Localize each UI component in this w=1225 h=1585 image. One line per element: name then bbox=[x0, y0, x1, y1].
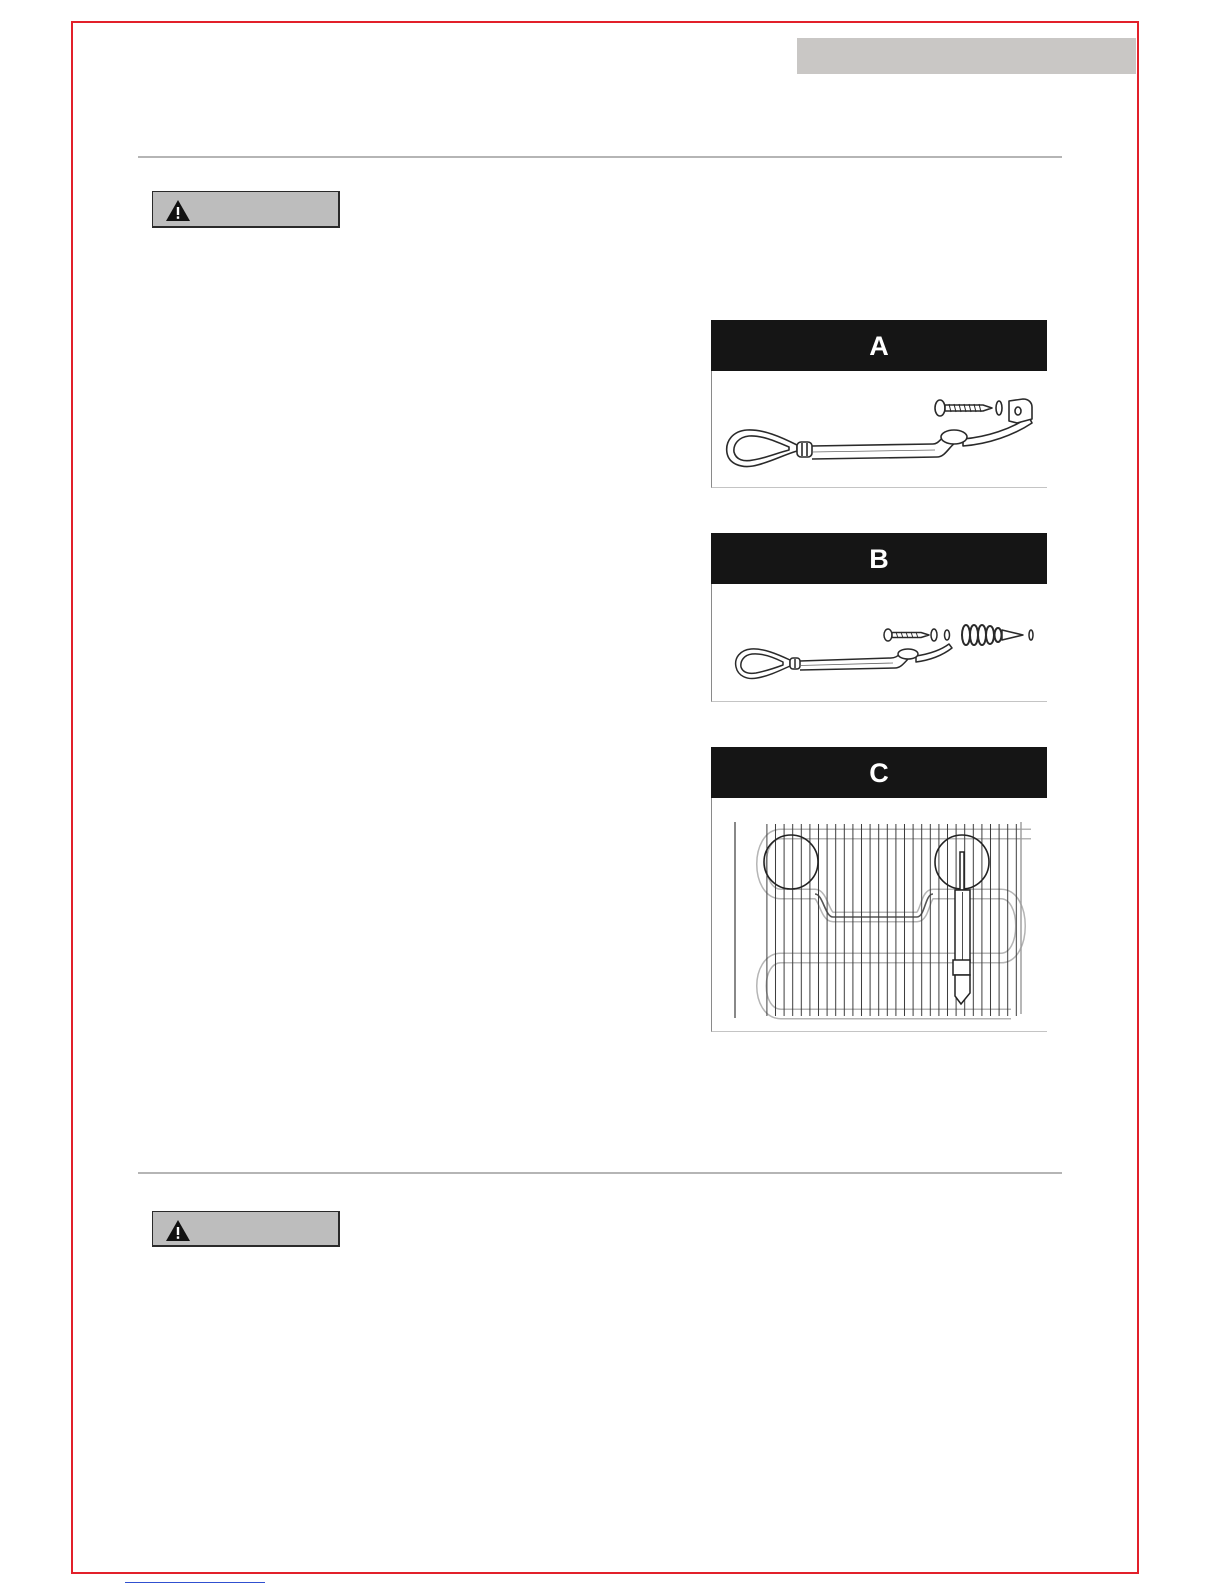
strap-loop bbox=[727, 430, 797, 467]
condenser-coil-grille bbox=[765, 824, 1023, 1016]
figure-a-illustration-panel bbox=[711, 371, 1047, 488]
section-divider-top bbox=[138, 156, 1062, 158]
washer-secondary bbox=[945, 630, 950, 640]
warning-badge bbox=[152, 1211, 340, 1247]
figure-b-illustration bbox=[711, 584, 1048, 702]
strap-loop bbox=[736, 649, 790, 679]
figure-c-illustration bbox=[711, 798, 1048, 1032]
figure-label: C bbox=[711, 747, 1047, 798]
figure-c bbox=[711, 747, 1047, 1032]
strap-crimp bbox=[797, 442, 812, 457]
figure-label: A bbox=[711, 320, 1047, 371]
washer bbox=[996, 401, 1002, 415]
link-underline[interactable] bbox=[125, 1582, 265, 1583]
section-divider-bottom bbox=[138, 1172, 1062, 1174]
wall-anchor bbox=[961, 625, 1033, 645]
strap-crimp bbox=[790, 658, 800, 669]
figure-a bbox=[711, 320, 1047, 488]
figure-c-illustration-panel bbox=[711, 798, 1047, 1032]
mount-block bbox=[941, 430, 967, 444]
washer bbox=[931, 629, 937, 641]
mounting-screw bbox=[935, 400, 992, 416]
warning-badge bbox=[152, 191, 340, 228]
figure-a-illustration bbox=[711, 371, 1048, 488]
figure-b bbox=[711, 533, 1047, 702]
warning-icon bbox=[165, 199, 191, 222]
mounting-screw bbox=[884, 629, 929, 641]
warning-icon bbox=[165, 1219, 191, 1242]
mounting-bracket bbox=[1009, 399, 1032, 423]
figure-label: B bbox=[711, 533, 1047, 584]
figure-b-illustration-panel bbox=[711, 584, 1047, 702]
mount-block bbox=[898, 649, 918, 659]
header-tab bbox=[797, 38, 1136, 74]
strap-band bbox=[800, 644, 952, 670]
strap-band bbox=[812, 417, 1032, 459]
